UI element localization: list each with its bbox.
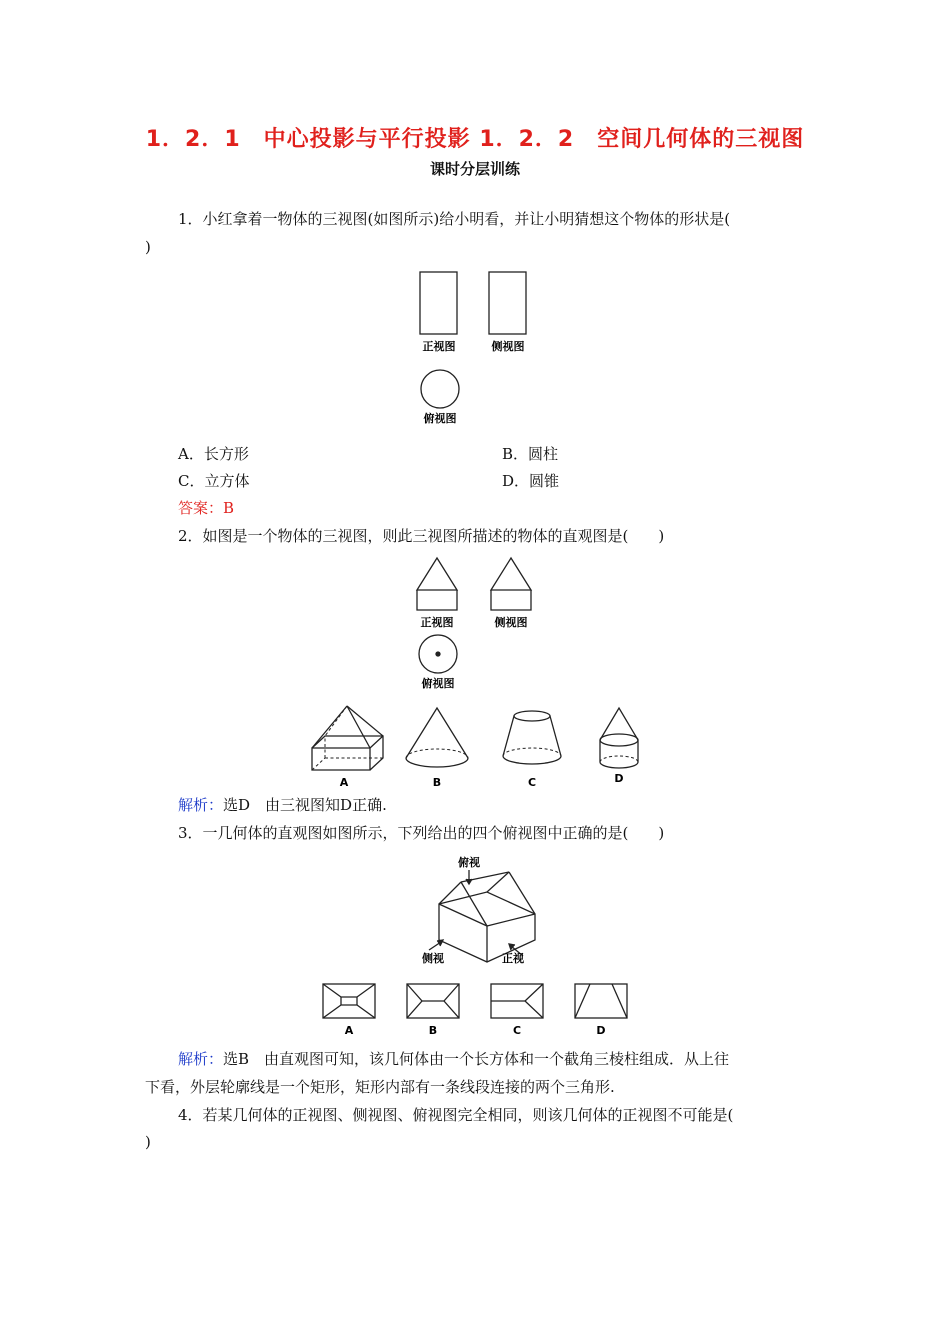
q1-front-view-rect	[420, 272, 457, 334]
q3-choices-figure	[316, 980, 636, 1040]
q1-stem-line1: 1．小红拿着一物体的三视图(如图所示)给小明看，并让小明猜想这个物体的形状是(	[178, 210, 731, 228]
q3-stem: 3．一几何体的直观图如图所示，下列给出的四个俯视图中正确的是( )	[178, 824, 665, 842]
q1-side-view-label: 侧视图	[491, 340, 525, 353]
q3-choice-b-label: B	[428, 1024, 438, 1037]
q1-answer-value: B	[223, 499, 235, 517]
q3-solid-figure	[415, 852, 555, 970]
q2-analysis	[178, 794, 387, 816]
q2-analysis-label: 解析：	[178, 796, 224, 814]
q1-top-view-label: 俯视图	[423, 412, 457, 425]
q2-choice-d-cone-on-cylinder	[600, 708, 638, 768]
q1-option-d: D．圆锥	[502, 472, 560, 490]
q3-choice-a-view	[323, 984, 375, 1018]
q1-option-b: B．圆柱	[502, 445, 559, 463]
q2-choice-a-solid	[312, 706, 383, 770]
q3-analysis-label: 解析：	[178, 1050, 224, 1068]
q2-analysis-text: 选D 由三视图知D正确.	[223, 796, 387, 814]
q1-top-view-circle	[421, 370, 459, 408]
q2-top-view-center-dot	[436, 652, 440, 656]
q3-side-view-label: 侧视	[422, 952, 444, 965]
q1-three-view-figure	[400, 262, 550, 432]
q2-choice-b-cone	[406, 708, 468, 767]
q2-front-view-shape	[417, 558, 457, 610]
q1-front-view-label: 正视图	[422, 340, 456, 353]
q1-stem-line2: )	[145, 238, 151, 256]
q3-analysis-line2: 下看，外层轮廓线是一个矩形，矩形内部有一条线段连接的两个三角形.	[145, 1078, 615, 1096]
q4-stem-line1: 4．若某几何体的正视图、侧视图、俯视图完全相同，则该几何体的正视图不可能是(	[178, 1106, 734, 1124]
q3-analysis	[178, 1048, 729, 1070]
q1-side-view-rect	[489, 272, 526, 334]
q3-choice-c-view	[491, 984, 543, 1018]
q3-front-view-label: 正视	[502, 952, 524, 965]
q2-side-view-shape	[491, 558, 531, 610]
q3-choice-b-view	[407, 984, 459, 1018]
q2-choices-figure	[300, 700, 660, 792]
q2-top-view-label: 俯视图	[421, 677, 455, 690]
q4-stem-line2: )	[145, 1133, 151, 1151]
q3-top-view-label: 俯视	[458, 856, 480, 869]
q3-choice-c-label: C	[512, 1024, 522, 1037]
q1-option-a: A．长方形	[178, 445, 249, 463]
q2-three-view-figure	[405, 554, 545, 694]
q2-choice-b-label: B	[432, 776, 442, 789]
q2-side-view-label: 侧视图	[494, 616, 528, 629]
q3-choice-a-label: A	[344, 1024, 354, 1037]
q2-front-view-label: 正视图	[420, 616, 454, 629]
q1-answer	[178, 497, 234, 519]
q3-choice-d-view	[575, 984, 627, 1018]
q2-choice-d-label: D	[614, 772, 624, 785]
q2-choice-c-label: C	[527, 776, 537, 789]
q2-choice-c-frustum	[503, 711, 561, 764]
page-subtitle: 课时分层训练	[429, 160, 520, 178]
page-title: 1．2．1 中心投影与平行投影 1．2．2 空间几何体的三视图	[145, 127, 805, 152]
q2-choice-a-label: A	[339, 776, 349, 789]
q3-analysis-line1: 选B 由直观图可知，该几何体由一个长方体和一个截角三棱柱组成．从上往	[223, 1050, 730, 1068]
q1-option-c: C．立方体	[178, 472, 250, 490]
q3-choice-d-label: D	[596, 1024, 606, 1037]
q1-answer-label: 答案：	[178, 499, 224, 517]
q2-stem: 2．如图是一个物体的三视图，则此三视图所描述的物体的直观图是( )	[178, 527, 665, 545]
